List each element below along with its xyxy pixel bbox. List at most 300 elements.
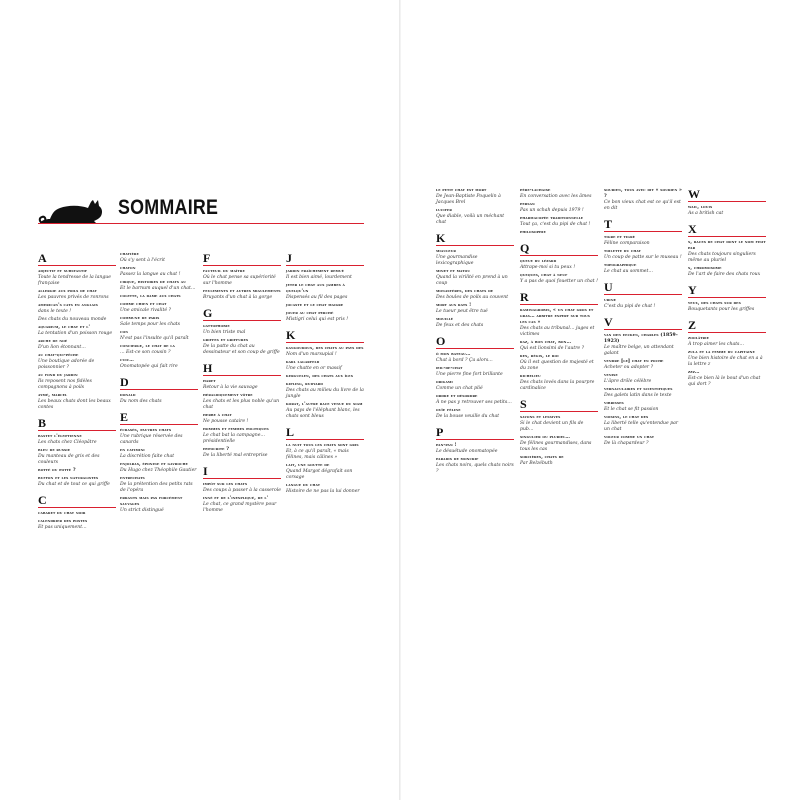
toc-entry[interactable] — [120, 358, 198, 370]
entry-title: tigre et tigré — [604, 235, 636, 240]
toc-entry[interactable] — [38, 393, 116, 411]
entry-description: Des chats au milieu du livre de la jungle — [286, 388, 364, 399]
entry-title: zzz… — [688, 370, 700, 375]
entry-title: fauteuil du maître — [203, 269, 245, 274]
toc-entry[interactable] — [520, 455, 598, 467]
toc-section-a — [38, 252, 116, 411]
entry-description: Ne pousse cataire ! — [203, 419, 249, 424]
toc-entry[interactable] — [436, 188, 514, 206]
toc-section-l2 — [436, 188, 514, 226]
section-letter: X — [688, 223, 766, 237]
toc-entry[interactable] — [286, 382, 364, 400]
entry-title: écrasés, pauvres chats — [120, 428, 172, 433]
entry-title: arche de noé — [38, 339, 68, 344]
entry-description: Si le chat devient un fils de pub… — [520, 421, 584, 432]
entry-title: au chat-qui-pêche — [38, 353, 79, 358]
entry-description: Une gourmandise lexicographique — [436, 255, 478, 266]
entry-title: ô mon bateau… — [436, 352, 471, 357]
entry-description: Féline comparaison — [604, 241, 650, 246]
entry-description: Le désuétude onomatopée — [436, 449, 498, 454]
toc-section-z — [688, 319, 766, 388]
toc-column — [120, 252, 198, 520]
entry-title: feulements et autres miaulements — [203, 289, 281, 294]
toc-entry[interactable] — [38, 434, 116, 446]
toc-entry[interactable] — [436, 443, 514, 455]
toc-column — [520, 188, 598, 473]
entry-description: Ils reposent nos fidèles compagnons à poils — [38, 379, 92, 390]
entry-title: miauleur — [436, 249, 456, 254]
toc-entry[interactable] — [520, 259, 598, 271]
entry-title: persan — [520, 202, 535, 207]
toc-section-k — [286, 329, 364, 420]
entry-description: Les chats chez Cléopâtre — [38, 440, 97, 445]
entry-description: L'âpre drôle célèbre — [604, 379, 652, 384]
toc-entry[interactable] — [120, 476, 198, 494]
toc-entry[interactable] — [120, 302, 198, 314]
entry-description: Est-ce bien là le bout d'un chat qui dort ? — [688, 376, 761, 387]
entry-title: x, races de chat dont le nom finit par — [688, 240, 766, 251]
entry-title: langue du chat — [286, 483, 321, 488]
toc-entry[interactable] — [520, 273, 598, 285]
entry-description: Retour à la vie sauvage — [203, 385, 258, 390]
toc-entry[interactable] — [38, 269, 116, 287]
toc-entry[interactable] — [286, 374, 364, 380]
entry-description: Le chat au sommet… — [604, 269, 653, 274]
section-letter: E — [120, 411, 198, 425]
toc-entry[interactable] — [120, 294, 198, 300]
entry-title: sorcières, chats de — [520, 455, 564, 460]
toc-section-y — [688, 284, 766, 313]
entry-title: raminagrobis, « un chat gros et gras… arbitre expert sur tous les cas » — [520, 308, 594, 325]
toc-entry[interactable] — [436, 208, 514, 226]
entry-description: Acheter ou adopter ? — [604, 365, 654, 370]
toc-section-w — [688, 188, 766, 217]
toc-entry[interactable] — [286, 483, 364, 495]
toc-entry[interactable] — [436, 289, 514, 301]
entry-description: Des chats au tribunal… juges et victimes — [520, 326, 595, 337]
entry-title: con — [120, 330, 129, 335]
toc-entry[interactable] — [604, 373, 682, 385]
toc-column — [688, 188, 766, 394]
toc-section-k2 — [436, 232, 514, 329]
toc-entry[interactable] — [520, 188, 598, 200]
toc-entry[interactable] — [120, 280, 198, 292]
section-letter: V — [604, 316, 682, 330]
entry-description: De la patte du chat au dessinateur et son coup de griffe — [203, 344, 280, 355]
toc-entry[interactable] — [520, 230, 598, 236]
entry-description: Passez la langue au chat ! — [120, 272, 181, 277]
entry-title: wail, louis — [688, 205, 713, 210]
entry-description: De la prétention des petits rats de l'opéra — [120, 482, 193, 493]
toc-entry[interactable] — [203, 427, 281, 445]
toc-entry[interactable] — [688, 240, 766, 264]
section-letter: G — [203, 307, 281, 321]
toc-entry[interactable] — [38, 325, 116, 337]
toc-entry[interactable] — [286, 360, 364, 372]
entry-title: hommes et femmes politiques — [203, 427, 269, 432]
toc-section-l — [286, 426, 364, 495]
entry-description: Des boules de poils au couvent — [436, 295, 509, 300]
entry-title: mouillé — [436, 317, 454, 322]
toc-entry[interactable] — [520, 415, 598, 433]
toc-entry[interactable] — [436, 249, 514, 267]
toc-entry[interactable] — [604, 435, 682, 447]
toc-entry[interactable] — [604, 235, 682, 247]
entry-description: Dispensés au fil des pages — [286, 295, 348, 300]
entry-description: Attrape-moi si tu peux ! — [520, 265, 576, 270]
toc-entry[interactable] — [688, 266, 766, 278]
toc-entry[interactable] — [286, 463, 364, 481]
toc-entry[interactable] — [604, 188, 682, 212]
entry-title: la nuit tous les chats sont gris — [286, 443, 359, 448]
toc-entry[interactable] — [286, 269, 364, 281]
toc-entry[interactable] — [120, 266, 198, 278]
entry-title: karl lagarfeld — [286, 360, 320, 365]
entry-description: De la liberté mal entreprise — [203, 453, 268, 458]
entry-description: Où il est question de majesté et du zone — [520, 360, 594, 371]
entry-title: colette, la dame aux chats — [120, 294, 181, 299]
entry-description: dans le texte ! — [38, 309, 72, 314]
entry-title: vendre [le] chat en poche — [604, 359, 664, 364]
entry-description: Une bien histoire de chat en a à la lettre z — [688, 356, 763, 367]
toc-section-c — [38, 494, 116, 531]
toc-entry[interactable] — [203, 269, 281, 287]
toc-entry[interactable] — [120, 428, 198, 446]
toc-entry[interactable] — [120, 462, 198, 474]
toc-entry[interactable] — [120, 316, 198, 328]
entry-description: Le chat bat la campagne… présidentielle — [203, 433, 266, 444]
toc-entry[interactable] — [38, 511, 116, 517]
entry-title: kangourous, des chats au pays des — [286, 346, 364, 351]
section-letter: Y — [688, 284, 766, 298]
toc-entry[interactable] — [286, 303, 364, 309]
toc-entry[interactable] — [520, 354, 598, 372]
section-letter: S — [520, 398, 598, 412]
section-letter: D — [120, 376, 198, 390]
entry-title: héraldiquement vôtre — [203, 393, 253, 398]
toc-entry[interactable] — [120, 448, 198, 460]
toc-entry[interactable] — [436, 380, 514, 392]
entry-title: bastet l'égyptienne — [38, 434, 82, 439]
entry-description: La discrétion faite chat — [120, 454, 175, 459]
toc-entry[interactable] — [286, 283, 364, 301]
entry-title: origami — [436, 380, 453, 385]
entry-title: impôt sur les chats — [203, 482, 248, 487]
section-letter: T — [604, 218, 682, 232]
entry-description: Onomatopée qui fait rire — [120, 364, 178, 369]
entry-title: en catimini — [120, 448, 145, 453]
toc-entry[interactable] — [520, 202, 598, 214]
toc-section-r — [520, 291, 598, 392]
entry-description: Et le chat se fit passion — [604, 407, 659, 412]
entry-description: Par Belzébuth — [520, 461, 553, 466]
section-letter: K — [436, 232, 514, 246]
entry-description: Un coup de patte sur le museau ! — [604, 255, 682, 260]
entry-title: cuic… — [120, 358, 134, 363]
toc-entry[interactable] — [286, 346, 364, 358]
section-letter: Z — [688, 319, 766, 333]
entry-title: enjolras, éponine et gavroche — [120, 462, 188, 467]
toc-entry[interactable] — [436, 303, 514, 315]
entry-title: œil-de-chat — [436, 366, 463, 371]
toc-entry[interactable] — [38, 476, 116, 488]
entry-title: aquarium, le chat et l' — [38, 325, 90, 330]
entry-title: korat, l'autre race venue du siam — [286, 402, 363, 407]
toc-entry[interactable] — [120, 330, 198, 342]
entry-description: Histoire de ne pas la lui donner — [286, 489, 360, 494]
entry-title: zoolâtrie — [688, 336, 710, 341]
entry-description: Du manteau de gris et des couleurs — [38, 454, 100, 465]
entry-title: gattophobie — [203, 324, 230, 329]
toc-entry[interactable] — [203, 447, 281, 459]
toc-entry[interactable] — [688, 205, 766, 217]
toc-entry[interactable] — [688, 370, 766, 388]
toc-entry[interactable] — [203, 482, 281, 494]
entry-description: N'est pas l'insulte qu'il paraît — [120, 336, 189, 341]
entry-title: herbe à chat — [203, 413, 232, 418]
entry-description: As a british cat — [688, 211, 724, 216]
entry-title: chaton — [120, 266, 136, 271]
toc-entry[interactable] — [203, 289, 281, 301]
toc-entry[interactable] — [120, 393, 198, 405]
entry-title: ordre et désordre — [436, 394, 478, 399]
entry-title: griffes et griffures — [203, 338, 249, 343]
entry-title: voisins, le chat des — [604, 415, 649, 420]
toc-column — [203, 252, 281, 520]
entry-title: sourien, tous avec dit « sourien » ? — [604, 188, 682, 199]
toc-section-v — [604, 316, 682, 447]
entry-description: Quand Margot dégrafait son corsage — [286, 469, 353, 480]
toc-entry[interactable] — [688, 301, 766, 313]
toc-entry[interactable] — [520, 435, 598, 453]
section-letter: L — [286, 426, 364, 440]
entry-description: Chat à bord ? Ça alors… — [436, 358, 493, 363]
section-letter: H — [203, 362, 281, 376]
entry-title: kipling, rudyard — [286, 382, 323, 387]
section-letter: U — [604, 281, 682, 295]
entry-description: Et, à ce qu'il paraît, « mais félines, mais câlines » — [286, 449, 349, 460]
entry-description: Le maître belge, un attendant galant — [604, 345, 674, 356]
entry-title: lait, une goutte de — [286, 463, 330, 468]
entry-description: Une chatte en or massif — [286, 366, 342, 371]
toc-entry[interactable] — [38, 448, 116, 466]
toc-entry[interactable] — [203, 379, 281, 391]
entry-title: lucifer — [436, 208, 452, 213]
toc-entry[interactable] — [436, 394, 514, 406]
entry-description: D'un lion étonnant… — [38, 345, 86, 350]
toc-entry[interactable] — [38, 519, 116, 531]
toc-section-s2 — [604, 188, 682, 212]
entry-title: cabaret du chat noir — [38, 511, 86, 516]
entry-title: buffon et les naturalistes — [38, 476, 99, 481]
toc-entry[interactable] — [286, 311, 364, 323]
entry-description: De Jean-Baptiste Poquelin à Jacques Brel — [436, 194, 501, 205]
entry-title: mort aux rats ! — [436, 303, 472, 308]
entry-description: Bruyants d'un chat à la gorge — [203, 295, 273, 300]
toc-entry[interactable] — [436, 408, 514, 420]
toc-entry[interactable] — [436, 366, 514, 378]
entry-title: chatière — [120, 252, 139, 257]
title-block — [38, 190, 364, 226]
toc-entry[interactable] — [604, 415, 682, 433]
toc-entry[interactable] — [120, 496, 198, 514]
toc-section-b — [38, 417, 116, 488]
entry-title: donald — [120, 393, 136, 398]
entry-title: rex, régis, le roi — [520, 354, 559, 359]
section-letter: C — [38, 494, 116, 508]
toc-section-h — [203, 362, 281, 459]
entry-description: Une boutique adorée de poissonnier ? — [38, 359, 95, 370]
entry-title: ouïe féline — [436, 408, 461, 413]
toc-entry[interactable] — [520, 216, 598, 228]
toc-entry[interactable] — [436, 352, 514, 364]
entry-description: À ne pas y retrouver ses petits… — [436, 400, 512, 405]
entry-title: singulier ou pluriel… — [520, 435, 571, 440]
toc-entry[interactable] — [286, 402, 364, 420]
entry-description: Bouquetants pour les griffes — [688, 307, 755, 312]
entry-title: vernaculaires et scientifiques — [604, 387, 673, 392]
right-page — [400, 0, 800, 800]
entry-title: minet et matou — [436, 269, 471, 274]
entry-description: Le tueur peut être tué — [436, 309, 488, 314]
toc-entry[interactable] — [436, 457, 514, 475]
toc-entry[interactable] — [203, 413, 281, 425]
toc-section-t — [604, 218, 682, 275]
toc-column — [436, 188, 514, 481]
section-letter: P — [436, 426, 514, 440]
toc-section-s — [520, 398, 598, 467]
entry-title: savons et lessives — [520, 415, 561, 420]
entry-title: cirque, histoires de chats au — [120, 280, 186, 285]
entry-title: le petit chat est mort — [436, 188, 487, 193]
toc-entry[interactable] — [604, 387, 682, 399]
entry-title: van den eecken, charles (1859-1923) — [604, 333, 678, 344]
toc-section-x — [688, 223, 766, 278]
entry-description: Des galets latin dans le texte — [604, 393, 672, 398]
toc-section-d — [120, 376, 198, 405]
entry-title: inné et de l'inexpliqué, de l' — [203, 496, 269, 501]
toc-section-p — [436, 426, 514, 475]
toc-column — [286, 252, 364, 501]
toc-entry[interactable] — [604, 249, 682, 261]
toc-column — [38, 252, 116, 537]
toc-section-c2 — [120, 252, 198, 370]
toc-entry[interactable] — [120, 344, 198, 356]
toc-entry[interactable] — [286, 443, 364, 461]
entry-description: Le chat, ce grand mystère pour l'homme — [203, 502, 277, 513]
entry-title: concierge, le chat de la — [120, 344, 175, 349]
toc-section-u — [604, 281, 682, 310]
entry-title: au fond du jardin — [38, 373, 78, 378]
entry-title: jocaste et le chat maigre — [286, 303, 344, 308]
toc-section-o — [436, 335, 514, 420]
toc-entry[interactable] — [203, 496, 281, 514]
entry-title: jardin fraîchement remué — [286, 269, 345, 274]
entry-title: raz, à bon chat, bon… — [520, 340, 572, 345]
entry-description: Des chats du nouveau monde — [38, 317, 107, 322]
toc-column — [604, 188, 682, 453]
toc-entry[interactable] — [38, 468, 116, 474]
entry-description: De la bouse veuille du chat — [436, 414, 500, 419]
toc-entry[interactable] — [38, 303, 116, 315]
section-letter: R — [520, 291, 598, 305]
toc-entry[interactable] — [604, 298, 682, 310]
entry-description: De là chapardeur ? — [604, 441, 649, 446]
section-letter: F — [203, 252, 281, 266]
toc-entry[interactable] — [203, 393, 281, 411]
entry-description: Des coups à passer à la casserole — [203, 488, 282, 493]
entry-description: Les pauvres privés de ronrons — [38, 295, 109, 300]
entry-title: monastères, des chats de — [436, 289, 494, 294]
entry-description: Y a pas de quoi fouetter un chat ! — [520, 279, 598, 284]
entry-title: botté ou potté ? — [38, 468, 76, 473]
toc-entry[interactable] — [604, 401, 682, 413]
toc-entry[interactable] — [120, 252, 198, 264]
entry-title: zula et la femme du capitaine — [688, 350, 755, 355]
entry-description: Un strict distingué — [120, 508, 164, 513]
toc-entry[interactable] — [436, 317, 514, 329]
toc-entry[interactable] — [38, 289, 116, 301]
toc-entry[interactable] — [604, 359, 682, 371]
page-title: SOMMAIRE — [118, 196, 219, 219]
entry-description: Qui est lionsimi de l'autre ? — [520, 346, 585, 351]
entry-description: Où le chat pense sa supériorité sur l'homme — [203, 275, 276, 286]
entry-title: calendrier des postes — [38, 519, 88, 524]
entry-title: aymé, marcel — [38, 393, 68, 398]
entry-title: entrechats — [120, 476, 145, 481]
toc-section-q — [520, 242, 598, 285]
section-letter: Q — [520, 242, 598, 256]
toc-entry[interactable] — [436, 269, 514, 287]
entry-description: Sale temps pour les chats — [120, 322, 181, 327]
toc-entry[interactable] — [604, 333, 682, 357]
entry-description: Pas un schah depuis 1979 ! — [520, 208, 584, 213]
entry-description: En conversation avec les âmes — [520, 194, 592, 199]
toc-entry[interactable] — [688, 350, 766, 368]
entry-title: pan-pan ! — [436, 443, 457, 448]
toc-entry[interactable] — [604, 263, 682, 275]
toc-entry[interactable] — [688, 336, 766, 348]
section-letter: J — [286, 252, 364, 266]
entry-title: pharmacopée traditionnelle — [520, 216, 584, 221]
entry-title: vibrisses — [604, 401, 624, 406]
entry-description: Une rubrique réservée des canards — [120, 434, 183, 445]
entry-title: kerguelen, des chats aux îles — [286, 374, 353, 379]
section-letter: B — [38, 417, 116, 431]
entry-description: Quand la virilité en prend à un coup — [436, 275, 508, 286]
entry-title: venise — [604, 373, 618, 378]
toc-entry[interactable] — [520, 374, 598, 392]
entry-description: Mistigri celui qui est pris ! — [286, 317, 349, 322]
toc-entry[interactable] — [520, 308, 598, 338]
toc-entry[interactable] — [38, 339, 116, 351]
toc-section-e — [120, 411, 198, 514]
toc-entry[interactable] — [520, 340, 598, 352]
entry-title: paradis de moncrif — [436, 457, 479, 462]
toc-section-f — [203, 252, 281, 301]
toc-entry[interactable] — [203, 324, 281, 336]
entry-title: yeux, des chats sur des — [688, 301, 741, 306]
toc-entry[interactable] — [38, 353, 116, 371]
toc-entry[interactable] — [38, 373, 116, 391]
entry-description: Toute la tendresse de la langue française — [38, 275, 111, 286]
entry-description: Les chats et les plus noble qu'un chat — [203, 399, 280, 410]
entry-description: Des chats lovés dans la pourpre cardinalice — [520, 380, 595, 391]
entry-title: adjectif et substantif — [38, 269, 88, 274]
toc-entry[interactable] — [38, 317, 116, 323]
section-letter: W — [688, 188, 766, 202]
toc-entry[interactable] — [203, 338, 281, 356]
